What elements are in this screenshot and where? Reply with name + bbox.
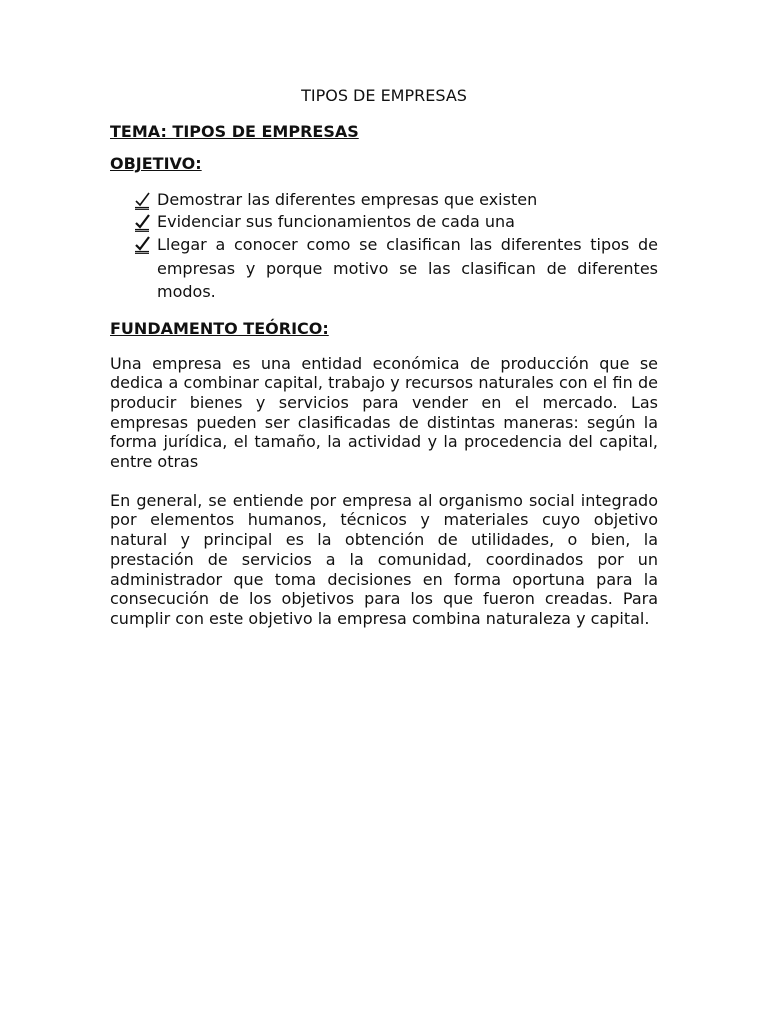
document-title: TIPOS DE EMPRESAS (301, 86, 467, 105)
objective-text: Llegar a conocer como se clasifican las diferentes tipos de empresas y porque motivo se las clasifican de diferentes modos. (157, 235, 658, 301)
objective-text: Demostrar las diferentes empresas que existen (157, 190, 538, 209)
objective-text: Evidenciar sus funcionamientos de cada una (157, 212, 515, 231)
objetivo-heading: OBJETIVO: (110, 154, 202, 173)
fundamento-heading: FUNDAMENTO TEÓRICO: (110, 318, 329, 338)
check-icon (134, 190, 152, 210)
paragraph: Una empresa es una entidad económica de producción que se dedica a combinar capital, trabajo y recursos naturales con el fin de producir bienes y servicios para vender en el mercado. Las empresas pueden ser clasificadas de distintas maneras: según la forma jurídica, el tamaño, la actividad y la procedencia del capital, entre otras (110, 353, 658, 472)
list-item (134, 189, 658, 211)
objectives-list (110, 189, 658, 304)
check-icon (134, 212, 152, 232)
list-item (134, 233, 658, 304)
paragraph: En general, se entiende por empresa al organismo social integrado por elementos humanos, técnicos y materiales cuyo objetivo natural y principal es la obtención de utilidades, o bien, la prestación de servicios a la comunidad, coordinados por un administrador que toma decisiones en forma oportuna para la consecución de los objetivos para los que fueron creadas. Para cumplir con este objetivo la empresa combina naturaleza y capital. (110, 490, 658, 628)
document-page (110, 85, 658, 629)
tema-heading: TEMA: TIPOS DE EMPRESAS (110, 122, 359, 141)
list-item (134, 211, 658, 233)
check-icon (134, 234, 152, 254)
